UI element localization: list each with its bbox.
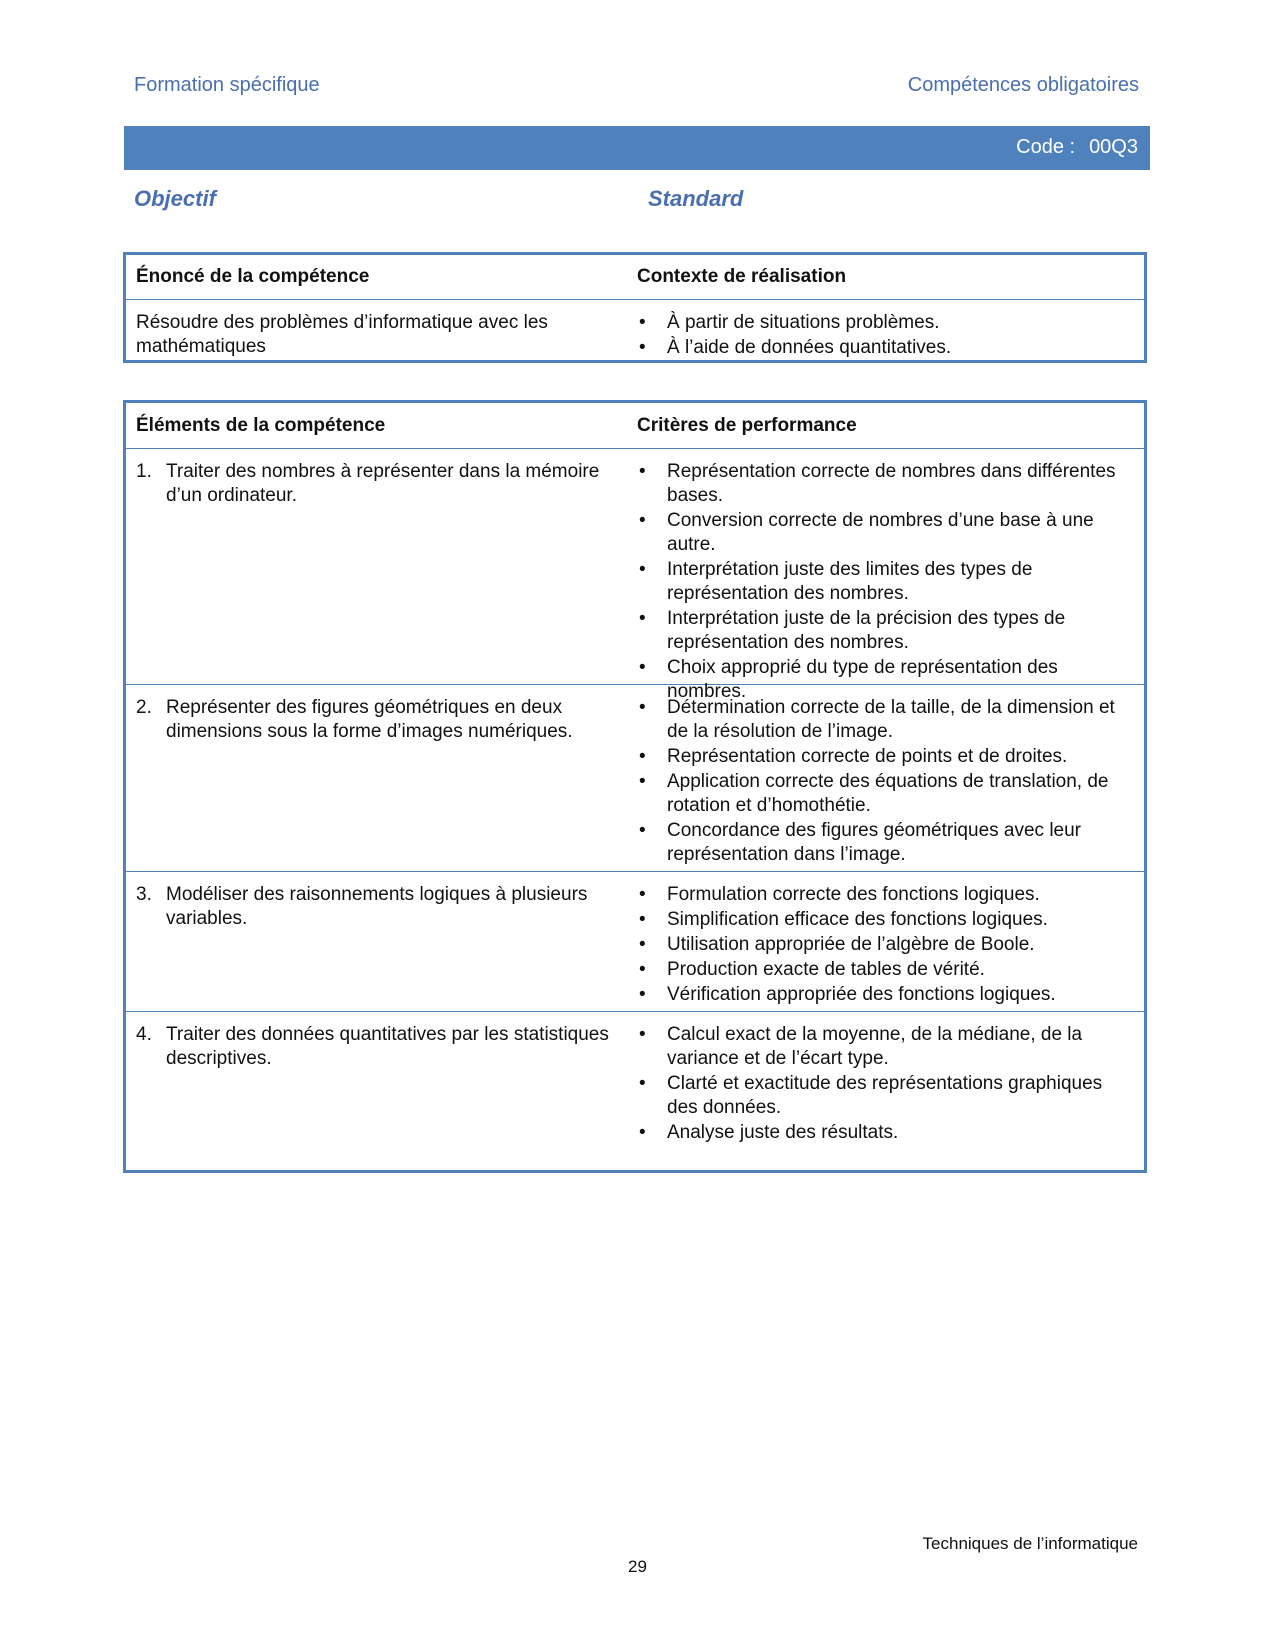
list-item: • Représentation correcte de nombres dans différentes bases.: [637, 460, 1132, 508]
table-row: [126, 299, 1144, 361]
list-item: • Application correcte des équations de translation, de rotation et d’homothétie.: [637, 770, 1132, 818]
list-item: • Analyse juste des résultats.: [637, 1121, 1132, 1145]
competency-statement-table: [123, 252, 1147, 363]
elements-column-header: Éléments de la compétence: [136, 414, 386, 436]
list-item: • Calcul exact de la moyenne, de la médiane, de la variance et de l’écart type.: [637, 1023, 1132, 1071]
criteria-column-header: Critères de performance: [637, 414, 857, 436]
element-text: Traiter des nombres à représenter dans la mémoire d’un ordinateur.: [166, 461, 600, 506]
list-item: • Interprétation juste des limites des types de représentation des nombres.: [637, 558, 1132, 606]
criteria-list: [637, 1023, 1132, 1145]
code-band: [124, 126, 1150, 170]
list-item: • À l’aide de données quantitatives.: [637, 336, 1132, 360]
list-item: • Utilisation appropriée de l’algèbre de Boole.: [637, 933, 1132, 957]
competency-code: [1016, 136, 1138, 159]
competency-elements-table: [123, 400, 1147, 1173]
list-item: • Clarté et exactitude des représentations graphiques des données.: [637, 1072, 1132, 1120]
table-row: [126, 684, 1144, 871]
element-item: [136, 883, 637, 931]
element-number: 1.: [136, 461, 152, 482]
list-item: • Simplification efficace des fonctions logiques.: [637, 908, 1132, 932]
context-column-header: Contexte de réalisation: [637, 266, 847, 287]
element-item: [136, 696, 637, 744]
list-item: • Vérification appropriée des fonctions logiques.: [637, 983, 1132, 1007]
list-item: • Choix approprié du type de représentation des nombres.: [637, 656, 1132, 704]
statement-column-header: Énoncé de la compétence: [136, 266, 370, 287]
standard-heading: Standard: [648, 186, 744, 211]
element-item: [136, 1023, 637, 1071]
list-item: • Conversion correcte de nombres d’une base à une autre.: [637, 509, 1132, 557]
element-text: Modéliser des raisonnements logiques à plusieurs variables.: [166, 884, 588, 929]
element-number: 4.: [136, 1024, 152, 1045]
element-item: [136, 460, 637, 508]
criteria-list: [637, 696, 1132, 867]
element-text: Traiter des données quantitatives par les statistiques descriptives.: [166, 1024, 609, 1069]
list-item: • À partir de situations problèmes.: [637, 311, 1132, 335]
competency-statement: Résoudre des problèmes d’informatique avec les mathématiques: [136, 312, 548, 357]
element-text: Représenter des figures géométriques en deux dimensions sous la forme d’images numériques.: [166, 697, 573, 742]
page-number: 29: [628, 1557, 647, 1576]
criteria-list: [637, 883, 1132, 1007]
list-item: • Formulation correcte des fonctions logiques.: [637, 883, 1132, 907]
list-item: • Concordance des figures géométriques avec leur représentation dans l’image.: [637, 819, 1132, 867]
table-header-row: [126, 403, 1144, 448]
code-value: 00Q3: [1089, 136, 1138, 158]
list-item: • Détermination correcte de la taille, de la dimension et de la résolution de l’image.: [637, 696, 1132, 744]
objectif-heading: Objectif: [134, 186, 216, 211]
running-header-right: Compétences obligatoires: [907, 74, 1139, 96]
element-number: 3.: [136, 884, 152, 905]
list-item: • Représentation correcte de points et de droites.: [637, 745, 1132, 769]
list-item: • Production exacte de tables de vérité.: [637, 958, 1132, 982]
table-row: [126, 1011, 1144, 1148]
table-header-row: [126, 255, 1144, 299]
table-row: [126, 448, 1144, 702]
element-number: 2.: [136, 697, 152, 718]
criteria-list: [637, 460, 1132, 704]
footer-program-name: Techniques de l’informatique: [922, 1534, 1138, 1553]
list-item: • Interprétation juste de la précision des types de représentation des nombres.: [637, 607, 1132, 655]
context-list: [637, 311, 1132, 360]
code-label: Code :: [1016, 136, 1076, 158]
running-header-left: Formation spécifique: [134, 74, 320, 96]
table-row: [126, 871, 1144, 1011]
